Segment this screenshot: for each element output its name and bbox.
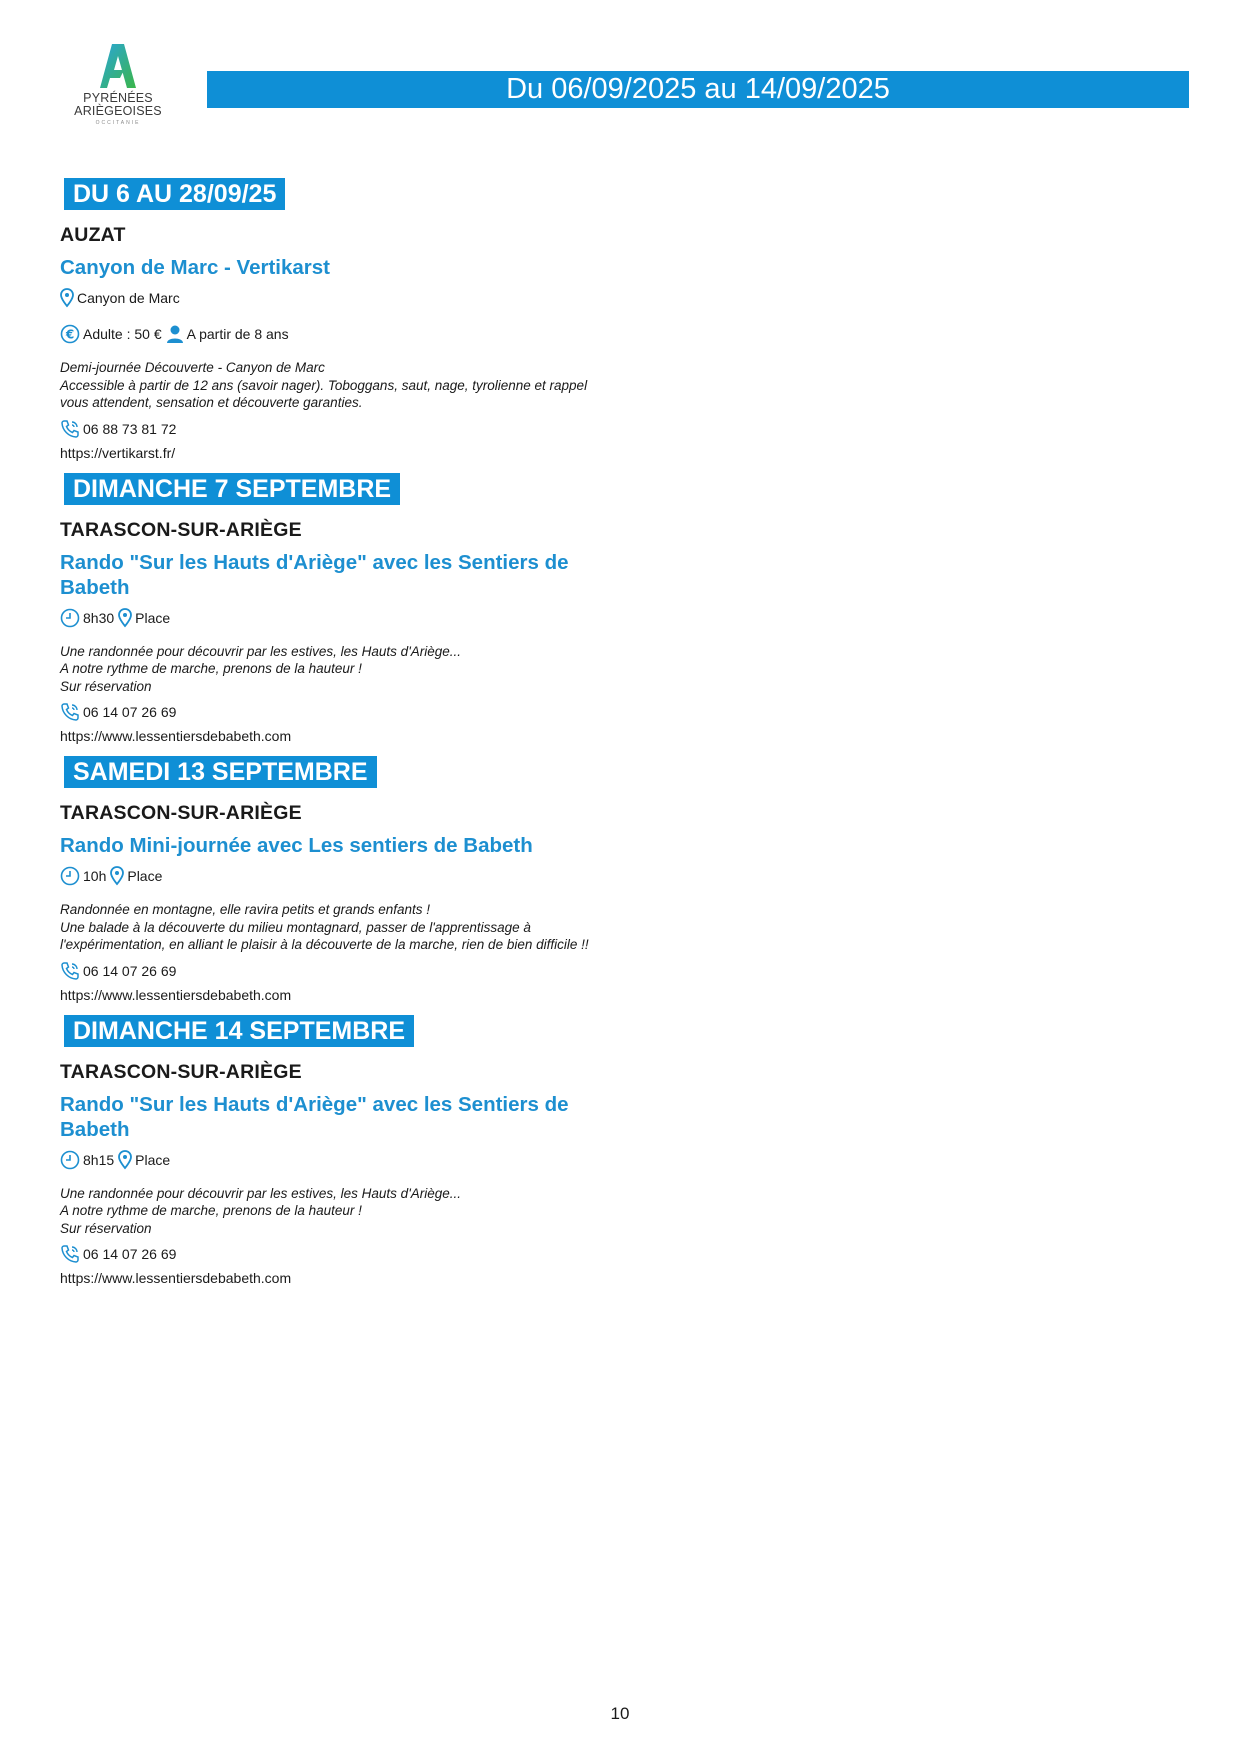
location-pin-icon [118, 1150, 132, 1170]
event-time: 10h [83, 868, 107, 884]
euro-icon [60, 324, 80, 344]
event-phone: 06 88 73 81 72 [83, 420, 177, 437]
svg-text:€: € [65, 327, 75, 342]
description-line: Randonnée en montagne, elle ravira petits et grands enfants ! [60, 902, 430, 917]
description-line: Demi-journée Découverte - Canyon de Marc [60, 360, 325, 375]
phone-icon [60, 961, 80, 981]
events-list [60, 178, 620, 1298]
description-line: Sur réservation [60, 1220, 152, 1236]
event-title[interactable]: Rando "Sur les Hauts d'Ariège" avec les Sentiers de Babeth [60, 1092, 569, 1141]
event-description [60, 1185, 620, 1238]
description-line: Une balade à la découverte du milieu montagnard, passer de l'apprentissage à [60, 919, 531, 935]
event-0 [60, 178, 620, 465]
logo-line-2: ARIÈGEOISES [74, 104, 162, 118]
event-city: TARASCON-SUR-ARIÈGE [60, 802, 302, 824]
event-url[interactable]: https://www.lessentiersdebabeth.com [60, 986, 292, 1003]
event-price-row [60, 323, 620, 345]
event-phone-row[interactable] [60, 1243, 620, 1265]
event-2 [60, 756, 620, 1007]
description-line: Sur réservation [60, 678, 152, 694]
logo-line-3: OCCITANIE [95, 120, 141, 126]
event-url[interactable]: https://www.lessentiersdebabeth.com [60, 1270, 292, 1286]
clock-icon [60, 866, 80, 886]
location-pin-icon [60, 288, 74, 308]
event-time-row [60, 607, 620, 629]
event-city: TARASCON-SUR-ARIÈGE [60, 518, 302, 541]
event-phone: 06 14 07 26 69 [83, 704, 177, 720]
event-description [60, 359, 620, 412]
event-time: 8h30 [83, 609, 115, 626]
location-pin-icon [118, 608, 132, 628]
event-description [60, 901, 620, 954]
event-time-row [60, 1149, 620, 1171]
phone-icon [60, 702, 80, 722]
event-age: A partir de 8 ans [186, 326, 289, 342]
event-title[interactable]: Rando "Sur les Hauts d'Ariège" avec les Sentiers de Babeth [60, 550, 569, 599]
description-line: A notre rythme de marche, prenons de la hauteur ! [60, 661, 362, 676]
event-city: TARASCON-SUR-ARIÈGE [60, 1060, 302, 1083]
event-time: 8h15 [83, 1151, 115, 1168]
event-phone-row[interactable] [60, 418, 620, 440]
event-location: Canyon de Marc [77, 290, 180, 306]
logo-mark-icon [96, 40, 140, 92]
event-3 [60, 1015, 620, 1291]
location-pin-icon [110, 866, 124, 886]
event-description [60, 643, 620, 696]
description-line: l'expérimentation, en alliant le plaisir à la découverte de la marche, rien de bien difficile !! [60, 937, 589, 952]
event-title[interactable]: Canyon de Marc - Vertikarst [60, 256, 331, 279]
event-title[interactable]: Rando Mini-journée avec Les sentiers de Babeth [60, 834, 533, 857]
event-phone: 06 14 07 26 69 [83, 1246, 177, 1262]
clock-icon [60, 608, 80, 628]
event-1 [60, 473, 620, 749]
event-city: AUZAT [60, 224, 126, 246]
event-location: Place [135, 609, 171, 626]
description-line: Accessible à partir de 12 ans (savoir nager). Toboggans, saut, nage, tyrolienne et rappel [60, 377, 588, 393]
description-line: vous attendent, sensation et découverte garanties. [60, 395, 363, 410]
event-location: Place [135, 1151, 171, 1168]
person-icon [166, 324, 184, 344]
description-line: Une randonnée pour découvrir par les estives, les Hauts d'Ariège... [60, 1185, 462, 1201]
description-line: Une randonnée pour découvrir par les estives, les Hauts d'Ariège... [60, 643, 462, 659]
phone-icon [60, 419, 80, 439]
page-number: 10 [610, 1704, 630, 1723]
description-line: A notre rythme de marche, prenons de la hauteur ! [60, 1203, 362, 1218]
event-price: Adulte : 50 € [83, 326, 162, 342]
date-band: DIMANCHE 7 SEPTEMBRE [64, 473, 400, 505]
event-location-row [60, 287, 620, 309]
event-location: Place [127, 868, 163, 884]
event-time-row [60, 865, 620, 887]
phone-icon [60, 1244, 80, 1264]
event-url[interactable]: https://www.lessentiersdebabeth.com [60, 728, 292, 744]
clock-icon [60, 1150, 80, 1170]
event-phone: 06 14 07 26 69 [83, 962, 177, 979]
date-band: DIMANCHE 14 SEPTEMBRE [64, 1015, 414, 1047]
event-phone-row[interactable] [60, 701, 620, 723]
logo-line-1: PYRÉNÉES [83, 91, 153, 105]
event-phone-row[interactable] [60, 960, 620, 982]
logo [70, 40, 166, 140]
date-band: DU 6 AU 28/09/25 [64, 178, 285, 210]
event-url[interactable]: https://vertikarst.fr/ [60, 444, 176, 461]
header-date-range: Du 06/09/2025 au 14/09/2025 [207, 71, 1189, 108]
date-band: SAMEDI 13 SEPTEMBRE [64, 756, 377, 788]
